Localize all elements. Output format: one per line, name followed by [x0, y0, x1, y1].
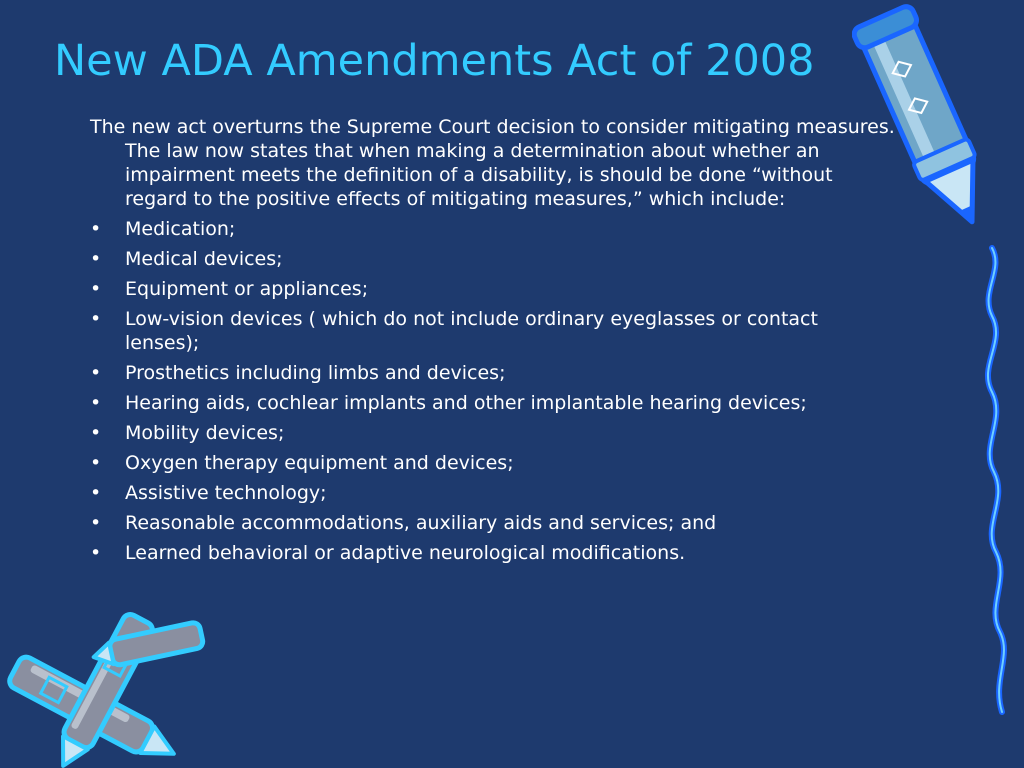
list-item-text: Medication;	[125, 218, 236, 240]
bullet-icon: •	[90, 392, 102, 414]
bullet-icon: •	[90, 278, 102, 300]
list-item-text: Low-vision devices ( which do not include ordinary eyeglasses or contact lenses);	[125, 308, 818, 354]
list-item	[90, 247, 895, 271]
list-item-text: Equipment or appliances;	[125, 278, 369, 300]
list-item	[90, 421, 895, 445]
intro-paragraph: The new act overturns the Supreme Court decision to consider mitigating measures. The law now states that when making a determination about whether an impairment meets the definition of a disability, is should be done “without regard to the positive effects of mitigating measures,” which include:	[90, 116, 895, 210]
slide-body	[90, 115, 895, 571]
list-item	[90, 511, 895, 535]
bullet-icon: •	[90, 482, 102, 504]
list-item	[90, 361, 895, 385]
list-item	[90, 391, 895, 415]
list-item-text: Oxygen therapy equipment and devices;	[125, 452, 514, 474]
bullet-icon: •	[90, 362, 102, 384]
list-item-text: Reasonable accommodations, auxiliary aids and services; and	[125, 512, 717, 534]
list-item	[90, 217, 895, 241]
bullet-icon: •	[90, 452, 102, 474]
list-item-text: Assistive technology;	[125, 482, 327, 504]
slide-title: New ADA Amendments Act of 2008	[54, 36, 815, 86]
pencil-clipart-icon	[852, 0, 1024, 768]
bullet-icon: •	[90, 218, 102, 240]
list-item-text: Mobility devices;	[125, 422, 285, 444]
list-item	[90, 307, 895, 355]
list-item	[90, 541, 895, 565]
bullet-icon: •	[90, 542, 102, 564]
bullet-icon: •	[90, 512, 102, 534]
list-item-text: Learned behavioral or adaptive neurological modifications.	[125, 542, 686, 564]
list-item	[90, 277, 895, 301]
list-item-text: Hearing aids, cochlear implants and other implantable hearing devices;	[125, 392, 807, 414]
list-item-text: Medical devices;	[125, 248, 283, 270]
list-item	[90, 451, 895, 475]
bullet-icon: •	[90, 422, 102, 444]
list-item	[90, 481, 895, 505]
bullet-list	[90, 217, 895, 565]
list-item-text: Prosthetics including limbs and devices;	[125, 362, 506, 384]
bullet-icon: •	[90, 308, 102, 330]
crayons-clipart-icon	[0, 612, 210, 768]
bullet-icon: •	[90, 248, 102, 270]
